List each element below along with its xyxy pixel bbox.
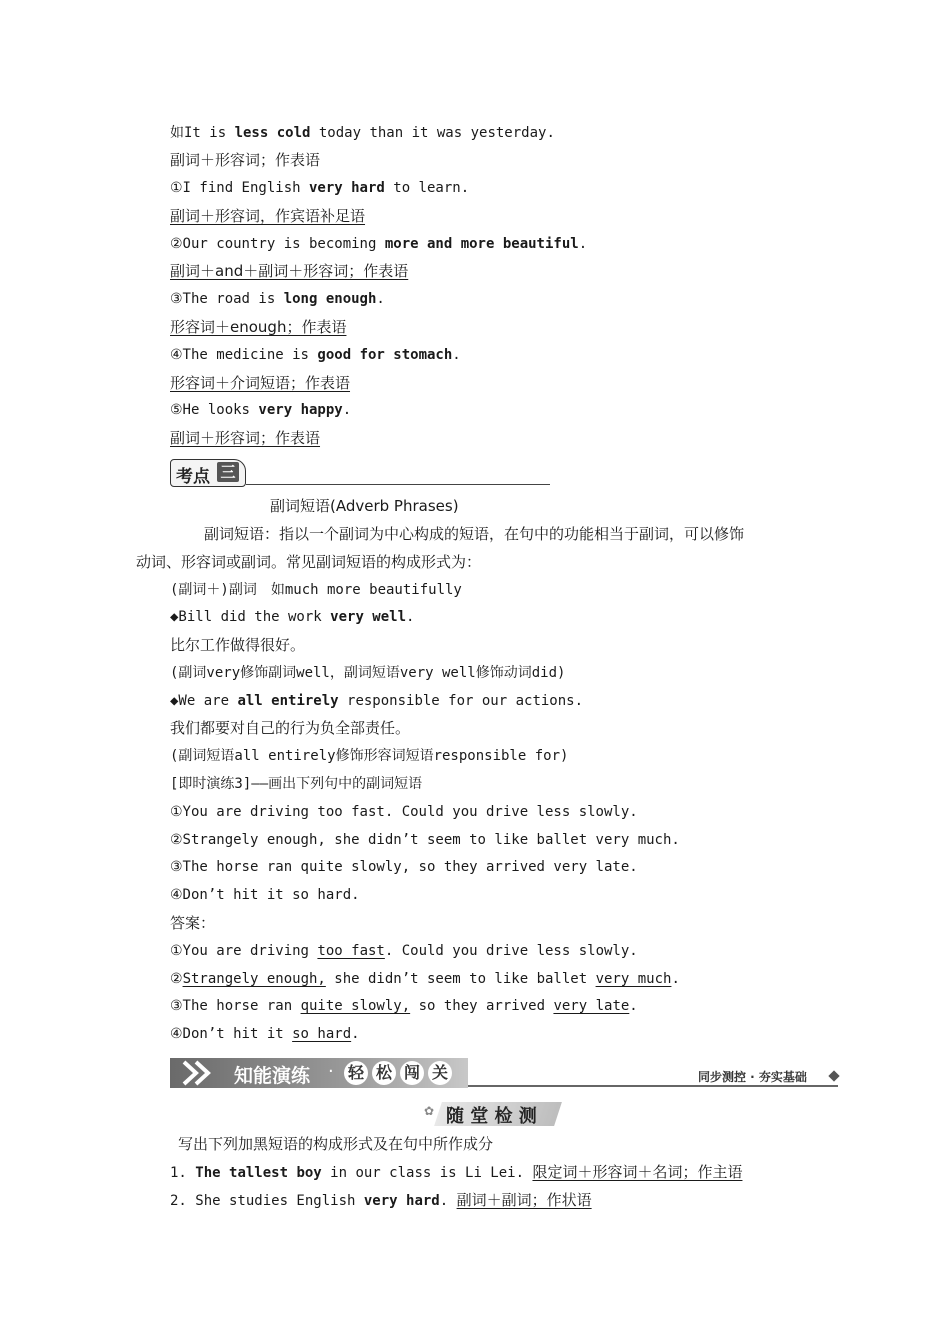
sub-banner-title: 随 堂 检 测	[446, 1106, 537, 1127]
item-sentence: ④The medicine is good for stomach.	[170, 347, 461, 363]
sub-banner	[424, 1100, 564, 1128]
item-sentence: ③The road is long enough.	[170, 291, 385, 307]
practice-item: ③The horse ran quite slowly, so they arrived very late.	[170, 859, 638, 875]
translation: 我们都要对自己的行为负全部责任。	[170, 719, 411, 737]
answer-item: ①You are driving too fast. Could you drive less slowly.	[170, 943, 638, 959]
test-item: 1. The tallest boy in our class is Li Lei. 限定词＋形容词＋名词；作主语	[170, 1163, 743, 1181]
section-title: 副词短语(Adverb Phrases)	[270, 497, 459, 515]
item-answer: 副词＋形容词，作宾语补足语	[170, 207, 366, 225]
item-answer: 形容词＋enough；作表语	[170, 318, 347, 336]
kaodian-label: 考点	[176, 467, 210, 487]
item-sentence: ⑤He looks very happy.	[170, 402, 352, 418]
banner-char: 闯	[400, 1061, 424, 1085]
test-instruction: 写出下列加黑短语的构成形式及在句中所作成分	[178, 1135, 494, 1153]
practice-item: ②Strangely enough, she didn’t seem to like ballet very much.	[170, 832, 680, 848]
intro-line: 副词短语：指以一个副词为中心构成的短语，在句中的功能相当于副词，可以修饰	[204, 525, 745, 543]
example-note: (副词短语all entirely修饰形容词短语responsible for)	[170, 748, 569, 764]
answer-label: 答案：	[170, 914, 216, 932]
banner-title: 知能演练	[234, 1065, 311, 1087]
banner-right-label: 同步测控 · 夯实基础	[698, 1070, 807, 1084]
example-sentence: 如It is less cold today than it was yesterday.	[170, 125, 555, 141]
translation: 比尔工作做得很好。	[170, 636, 306, 654]
gear-icon: ✿	[424, 1104, 435, 1118]
form-line: (副词＋)副词 如much more beautifully	[170, 582, 462, 598]
intro-line: 动词、形容词或副词。常见副词短语的构成形式为：	[136, 553, 482, 571]
practice-item: ①You are driving too fast. Could you drive less slowly.	[170, 804, 638, 820]
banner-char: 关	[428, 1061, 452, 1085]
divider	[246, 484, 550, 485]
example-note: (副词very修饰副词well，副词短语very well修饰动词did)	[170, 665, 566, 681]
kaodian-number: 三	[217, 462, 239, 482]
double-chevron-icon	[182, 1060, 222, 1086]
answer-item: ④Don’t hit it so hard.	[170, 1026, 360, 1042]
item-answer: 副词＋形容词；作表语	[170, 429, 321, 447]
banner-rule	[468, 1085, 838, 1087]
example-sentence: ◆Bill did the work very well.	[170, 609, 415, 625]
answer-item: ②Strangely enough, she didn’t seem to like ballet very much.	[170, 971, 680, 987]
banner-char: 松	[372, 1061, 396, 1085]
item-answer: 形容词＋介词短语；作表语	[170, 374, 351, 392]
practice-title: [即时演练3]——画出下列句中的副词短语	[170, 776, 423, 792]
example-sentence: ◆We are all entirely responsible for our actions.	[170, 693, 584, 709]
diamond-icon	[828, 1070, 839, 1081]
example-note: 副词＋形容词；作表语	[170, 151, 321, 169]
kaodian-badge	[170, 459, 246, 487]
kaodian-header	[170, 459, 550, 487]
item-answer: 副词＋and＋副词＋形容词；作表语	[170, 262, 409, 280]
banner-char: 轻	[344, 1061, 368, 1085]
item-sentence: ①I find English very hard to learn.	[170, 180, 470, 196]
test-item: 2. She studies English very hard. 副词＋副词；作状语	[170, 1191, 592, 1209]
item-sentence: ②Our country is becoming more and more beautiful.	[170, 236, 588, 252]
banner-dot: ·	[328, 1061, 334, 1082]
section-banner	[170, 1058, 840, 1090]
practice-item: ④Don’t hit it so hard.	[170, 887, 360, 903]
answer-item: ③The horse ran quite slowly, so they arrived very late.	[170, 998, 638, 1014]
